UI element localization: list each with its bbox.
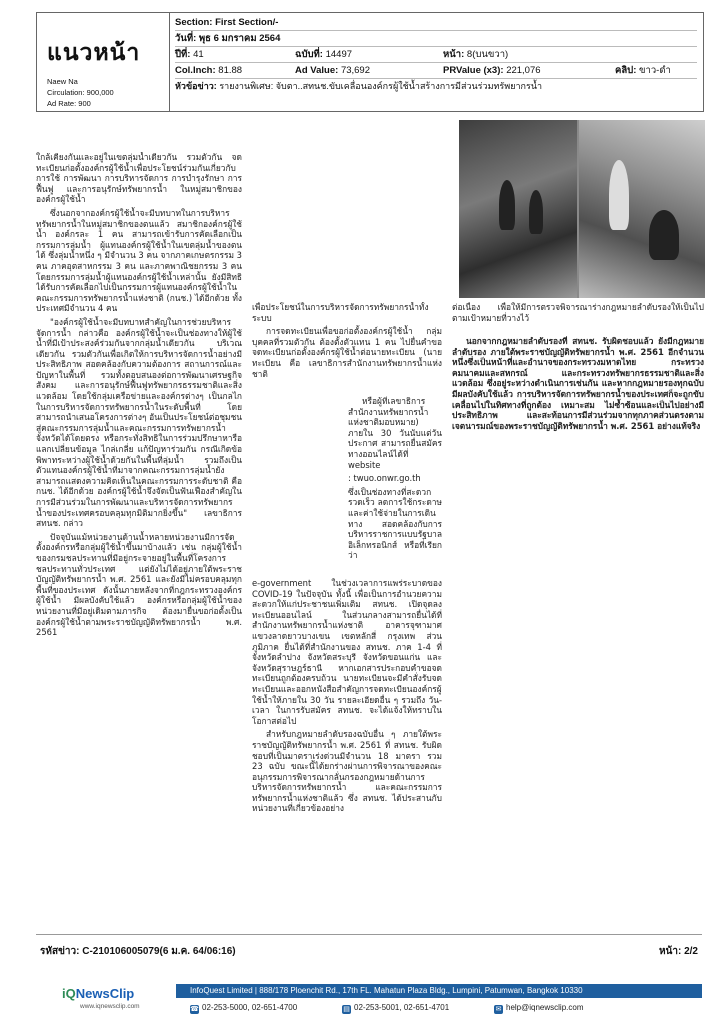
year-value: 41 — [193, 49, 204, 60]
email-text[interactable]: help@iqnewsclip.com — [506, 1003, 584, 1012]
issue-value: 14497 — [325, 49, 353, 60]
person-figure — [499, 180, 515, 230]
paragraph: ปัจจุบันแม้หน่วยงานด้านน้ำหลายหน่วยงานมีการจัดตั้งองค์กรหรือกลุ่มผู้ใช้น้ำขึ้นมาบ้างแล้ว เช่น กลุ่มผู้ใช้น้ำของกรมชลประทานที่มีอยู่กระจายอยู่ในพื้นที่โครงการชลประทานทั่วประเทศ แต่ยังไม่ได้อยู่ภายใต้พระราชบัญญัติทรัพยากรน้ำ พ.ศ. 2561 และยังมีไม่ครอบคลุมทุกพื้นที่ของประเทศ ดังนั้นภายหลังจากที่กฎกระทรวงองค์กรผู้ใช้น้ำ มีผลบังคับใช้แล้ว องค์กรหรือกลุ่มผู้ใช้น้ำของหน่วยงานที่มีอยู่เดิมตามภารกิจ ต้องมายื่นขอก่อตั้งเป็นองค์กรผู้ใช้น้ำตามพระราชบัญญัติทรัพยากรน้ำ พ.ศ. 2561 — [36, 531, 242, 638]
circulation: Circulation: 900,000 — [47, 88, 114, 97]
company-info-bar: InfoQuest Limited | 888/178 Ploenchit Rd., 17th FL. Mahatun Plaza Bldg., Lumpini, Patumwan, Bangkok 10330 — [176, 984, 702, 998]
issue-row — [175, 47, 697, 63]
header-box — [36, 12, 704, 112]
footer-divider — [36, 934, 702, 935]
clip-value: ขาว-ดำ — [639, 65, 671, 76]
paragraph: สำหรับกฎหมายลำดับรองฉบับอื่น ๆ ภายใต้พระราชบัญญัติทรัพยากรน้ำ พ.ศ. 2561 ที่ สทนช. รับผิดชอบที่เป็นมาตราเร่งด่วนมีจำนวน 18 มาตรา รวม 23 ฉบับ ขณะนี้ได้ยกร่างผ่านการพิจารณาของคณะอนุกรรมการพิจารณากลั่นกรองกฎหมายด้านการบริหารจัดการทรัพยากรน้ำ และคณะกรรมการทรัพยากรน้ำแห่งชาติแล้ว ซึ่ง สทนช. ได้ประสานกับหน่วยงานที่เกี่ยวข้องอย่าง — [252, 729, 442, 814]
contact-email[interactable] — [494, 1003, 584, 1014]
person-figure — [649, 210, 679, 260]
colinch-value: 81.88 — [218, 65, 243, 76]
clip-id: รหัสข่าว: C-210106005079(6 ม.ค. 64/06:16) — [40, 946, 236, 957]
logo-iq: iQ — [62, 986, 76, 1001]
prvalue-value: 221,076 — [506, 65, 541, 76]
photo-right-meeting — [579, 120, 705, 298]
photo-left-forest — [459, 120, 577, 298]
paragraph: เพื่อประโยชน์ในการบริหารจัดการทรัพยากรน้ำทั้งระบบ — [252, 302, 429, 323]
logo-newsclip: NewsClip — [75, 986, 135, 1001]
colinch-label: Col.Inch: — [175, 65, 216, 76]
paragraph: ใกล้เคียงกันและอยู่ในเขตลุ่มน้ำเดียวกัน รวมตัวกัน จดทะเบียนก่อตั้งองค์กรผู้ใช้น้ำเพื่อประโยชน์ร่วมกันเกี่ยวกับการใช้ การพัฒนา การบริหารจัดการ การบำรุงรักษา การฟื้นฟู และการอนุรักษ์ทรัพยากรน้ำ ในหมู่สมาชิกขององค์กรผู้ใช้น้ำ — [36, 152, 242, 205]
person-figure — [529, 190, 543, 234]
page-value: 8(บนขวา) — [466, 49, 509, 60]
paragraph: e-government ในช่วงเวลาการแพร่ระบาดของ COVID-19 ในปัจจุบัน ทั้งนี้ เพื่อเป็นการอำนวยความสะดวกให้แก่ประชาชนเพิ่มเติม สทนช. เปิดจุดลงทะเบียนออนไลน์ ในส่วนกลางสามารถยื่นได้ที่สำนักงานทรัพยากรน้ำแห่งชาติ อาคารจุฑามาศ แขวงลาดยาวบางเขน เขตหลักสี่ กรุงเทพ ส่วนภูมิภาค ยื่นได้ที่สำนักงานของ สทนช. ภาค 1-4 ที่จังหวัดลำปาง จังหวัดสระบุรี จังหวัดขอนแก่น และจังหวัดสุราษฎร์ธานี หากเอกสารประกอบคำขอจดทะเบียนถูกต้องครบถ้วน นายทะเบียนจะมีคำสั่งรับจดทะเบียนและออกหนังสือสำคัญการจดทะเบียนองค์กรผู้ใช้น้ำให้ภายใน 30 วัน รายละเอียดอื่น ๆ รวมถึง วัน-เวลา ในการรับสมัคร สทนช. จะได้แจ้งให้ทราบในโอกาสต่อไป — [252, 578, 442, 726]
section-row — [175, 15, 697, 31]
iqnewsclip-logo — [62, 986, 134, 1001]
column-2-narrow — [348, 396, 442, 576]
paragraph: ซึ่งเป็นช่องทางที่สะดวก รวดเร็ว ลดการใช้กระดาษ และค่าใช้จ่ายในการเดินทาง สอดคล้องกับการบริหารราชการแบบรัฐบาลอิเล็กทรอนิกส์ หรือที่เรียกว่า — [348, 486, 442, 561]
news-photo — [459, 120, 705, 298]
section-text: Section: First Section/- — [175, 17, 279, 28]
ad-rate: Ad Rate: 900 — [47, 99, 91, 108]
paragraph: การจดทะเบียนเพื่อขอก่อตั้งองค์กรผู้ใช้น้ำ กลุ่มบุคคลที่รวมตัวกัน ต้องตั้งตัวแทน 1 คน ไปยื่นคำขอจดทะเบียนก่อตั้งองค์กรผู้ใช้น้ำต่อนายทะเบียน (นายทะเบียน คือ เลขาธิการสำนักงานทรัพยากรน้ำแห่งชาติ — [252, 326, 442, 379]
issue-label: ฉบับที่: — [295, 49, 323, 60]
newspaper-logo: แนวหน้า — [47, 40, 141, 66]
headline-row — [175, 79, 697, 94]
year-label: ปีที่: — [175, 49, 191, 60]
date-text: วันที่: พุธ 6 มกราคม 2564 — [175, 33, 281, 44]
website-link[interactable]: : twuo.onwr.go.th — [348, 473, 421, 484]
column-3-bold — [452, 336, 704, 456]
fax-icon: ▤ — [343, 1006, 350, 1013]
contact-tel — [190, 1003, 297, 1014]
column-1 — [36, 152, 242, 928]
contact-fax — [342, 1003, 449, 1014]
page-label: หน้า: — [443, 49, 465, 60]
adval-value: 73,692 — [340, 65, 370, 76]
value-row — [175, 63, 697, 79]
fax-text: 02-253-5001, 02-651-4701 — [354, 1003, 450, 1012]
paragraph: ซึ่งนอกจากองค์กรผู้ใช้น้ำจะมีบทบาทในการบริหารทรัพยากรน้ำในหมู่สมาชิกของตนแล้ว สมาชิกองค์กรผู้ใช้น้ำ องค์กรละ 1 คน สามารถเข้ารับการคัดเลือกเป็นกรรมการลุ่มน้ำ ผู้แทนองค์กรผู้ใช้น้ำในเขตลุ่มน้ำของตนได้ ซึ่งลุ่มน้ำหนึ่ง ๆ มีจำนวน 3 คน จากภาคเกษตรกรรม 3 คน ภาคอุตสาหกรรม 3 คน และภาคพาณิชยกรรม 3 คน โดยกรรมการลุ่มน้ำผู้แทนองค์กรผู้ใช้น้ำเหล่านั้น ยังมีสิทธิได้รับการคัดเลือกไปเป็นกรรมการผู้แทนองค์กรผู้ใช้น้ำในคณะกรรมการทรัพยากรน้ำแห่งชาติ (กนช.) ได้อีกด้วย ทั้งประเทศมีจำนวน 4 คน — [36, 207, 242, 314]
column-2-bottom — [252, 578, 442, 930]
newspaper-name: Naew Na — [47, 77, 78, 86]
column-3-top — [452, 302, 704, 332]
email-icon: ✉ — [495, 1006, 502, 1013]
paragraph: หรือผู้ที่เลขาธิการสำนักงานทรัพยากรน้ำแห่งชาติมอบหมาย) ภายใน 30 วันนับแต่วันประกาศ สามารถยื่นสมัครทางออนไลน์ได้ที่ website — [348, 396, 442, 470]
paragraph: "องค์กรผู้ใช้น้ำจะมีบทบาทสำคัญในการช่วยบริหารจัดการน้ำ กล่าวคือ องค์กรผู้ใช้น้ำจะเป็นช่องทางให้ผู้ใช้น้ำที่มีเป้าประสงค์ร่วมกันจากกลุ่มน้ำเดียวกัน บริเวณเดียวกัน รวมตัวกันเพื่อเกิดให้การบริหารจัดการน้ำอย่างมีประสิทธิภาพ สอดคล้องกับความต้องการ สถานการณ์และปัญหาในพื้นที่ รวมทั้งตอบสนองต่อการพัฒนาเศรษฐกิจ สังคม และการอนุรักษ์ฟื้นฟูทรัพยากรธรรมชาติและสิ่งแวดล้อม โดยใช้กลุ่มเครือข่ายและองค์กรต่างๆ เป็นกลไกในการบริหารจัดการทรัพยากรน้ำในระดับพื้นที่ โดยสามารถนำเสนอโครงการต่างๆ อันเป็นประโยชน์ต่อชุมชนสู่คณะกรรมการลุ่มน้ำและคณะกรรมการทรัพยากรน้ำจังหวัดได้โดยตรง หรือกระทั่งสิทธิในการร่วมปรึกษาหารือ แลกเปลี่ยนข้อมูล ไกล่เกลี่ย แก้ปัญหาร่วมกัน กรณีเกิดข้อพิพาทระหว่างผู้ใช้น้ำด้วยกันในพื้นที่ลุ่มน้ำ รวมถึงเป็นตัวแทนองค์กรผู้ใช้น้ำที่มาจากคณะกรรมการลุ่มน้ำยังสามารถแสดงความคิดเห็นในคณะกรรมการระดับชาติ คือ กนช. ได้อีกด้วย องค์กรผู้ใช้น้ำจึงจัดเป็นฟันเฟืองสำคัญในการมีส่วนร่วมในการพัฒนาและบริหารจัดการทรัพยากรน้ำของประเทศครอบคลุมทุกมิติมากยิ่งขึ้น" เลขาธิการ สทนช. กล่าว — [36, 316, 242, 529]
brand-website: www.iqnewsclip.com — [80, 1003, 140, 1010]
phone-icon: ☎ — [190, 1006, 199, 1013]
column-2-top — [252, 302, 442, 394]
clip-label: คลิป: — [615, 65, 637, 76]
page-number: หน้า: 2/2 — [658, 946, 698, 957]
headline-label: หัวข้อข่าว: — [175, 81, 217, 91]
adval-label: Ad Value: — [295, 65, 339, 76]
date-row — [175, 31, 697, 47]
tel-text: 02-253-5000, 02-651-4700 — [202, 1003, 298, 1012]
paragraph: นอกจากกฎหมายลำดับรองที่ สทนช. รับผิดชอบแล้ว ยังมีกฎหมายลำดับรอง ภายใต้พระราชบัญญัติทรัพยากรน้ำ พ.ศ. 2561 อีกจำนวนหนึ่งซึ่งเป็นหน้าที่และอำนาจของกระทรวงมหาดไทย กระทรวงคมนาคมและสหกรณ์ และกระทรวงทรัพยากรธรรมชาติและสิ่งแวดล้อม ซึ่งอยู่ระหว่างดำเนินการเช่นกัน และหากกฎหมายรองทุกฉบับมีผลบังคับใช้แล้ว การบริหารจัดการทรัพยากรน้ำของประเทศก็จะถูกขับเคลื่อนไปในทิศทางที่ถูกต้อง เหมาะสม ไม่ซ้ำซ้อนและเป็นไปอย่างมีประสิทธิภาพ และสะท้อนการมีส่วนร่วมจากทุกภาคส่วนตรงตามเจตนารมณ์ของพระราชบัญญัติทรัพยากรน้ำ พ.ศ. 2561 อย่างแท้จริง — [452, 336, 704, 431]
prvalue-label: PRValue (x3): — [443, 65, 504, 76]
logo-cell — [37, 13, 170, 111]
paragraph: ต่อเนื่อง เพื่อให้มีการตรวจพิจารณาร่างกฎหมายลำดับรองให้เป็นไปตามเป้าหมายที่วางไว้ — [452, 302, 704, 323]
headline-text: รายงานพิเศษ: จับตา..สทนช.ขับเคลื่อนองค์กรผู้ใช้น้ำสร้างการมีส่วนร่วมทรัพยากรน้ำ — [219, 81, 543, 91]
meta-cell — [169, 13, 703, 111]
person-figure — [609, 160, 629, 230]
